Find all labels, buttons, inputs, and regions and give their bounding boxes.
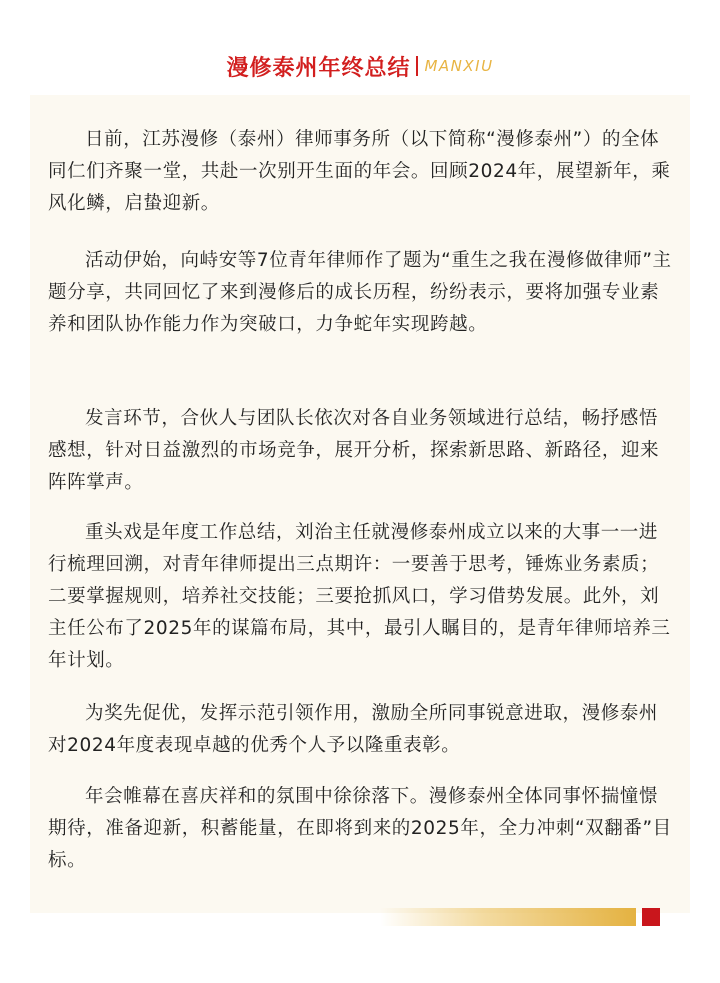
paragraph-speeches: 发言环节，合伙人与团队长依次对各自业务领域进行总结，畅抒感悟感想，针对日益激烈的市场竞争，展开分析，探索新思路、新路径，迎来阵阵掌声。 <box>48 408 660 493</box>
article-header <box>0 50 720 82</box>
article-title: 漫修泰州年终总结 <box>226 55 411 81</box>
paragraph-closing: 年会帷幕在喜庆祥和的氛围中徐徐落下。漫修泰州全体同事怀揣憧憬期待，准备迎新，积蓄能量，在即将到来的2025年，全力冲刺“双翻番”目标。 <box>48 786 672 871</box>
footer-red-square <box>642 908 660 926</box>
title-divider <box>416 56 418 76</box>
paragraph-intro: 日前，江苏漫修（泰州）律师事务所（以下简称“漫修泰州”）的全体同仁们齐聚一堂，共赴一次别开生面的年会。回顾2024年，展望新年，乘风化鳞，启蛰迎新。 <box>48 129 671 214</box>
footer-gradient-bar <box>380 908 636 926</box>
paragraph-summary: 重头戏是年度工作总结，刘治主任就漫修泰州成立以来的大事一一进行梳理回溯，对青年律师提出三点期许：一要善于思考，锤炼业务素质；二要掌握规则，培养社交技能；三要抢抓风口，学习借势发展。此外，刘主任公布了2025年的谋篇布局，其中，最引人瞩目的，是青年律师培养三年计划。 <box>48 522 671 671</box>
paragraph-awards: 为奖先促优，发挥示范引领作用，激励全所同事锐意进取，漫修泰州对2024年度表现卓越的优秀个人予以隆重表彰。 <box>48 703 659 756</box>
paragraph-activity: 活动伊始，向峙安等7位青年律师作了题为“重生之我在漫修做律师”主题分享，共同回忆了来到漫修后的成长历程，纷纷表示，要将加强专业素养和团队协作能力作为突破口，力争蛇年实现跨越。 <box>48 250 672 335</box>
brand-label: MANXIU <box>424 57 494 75</box>
